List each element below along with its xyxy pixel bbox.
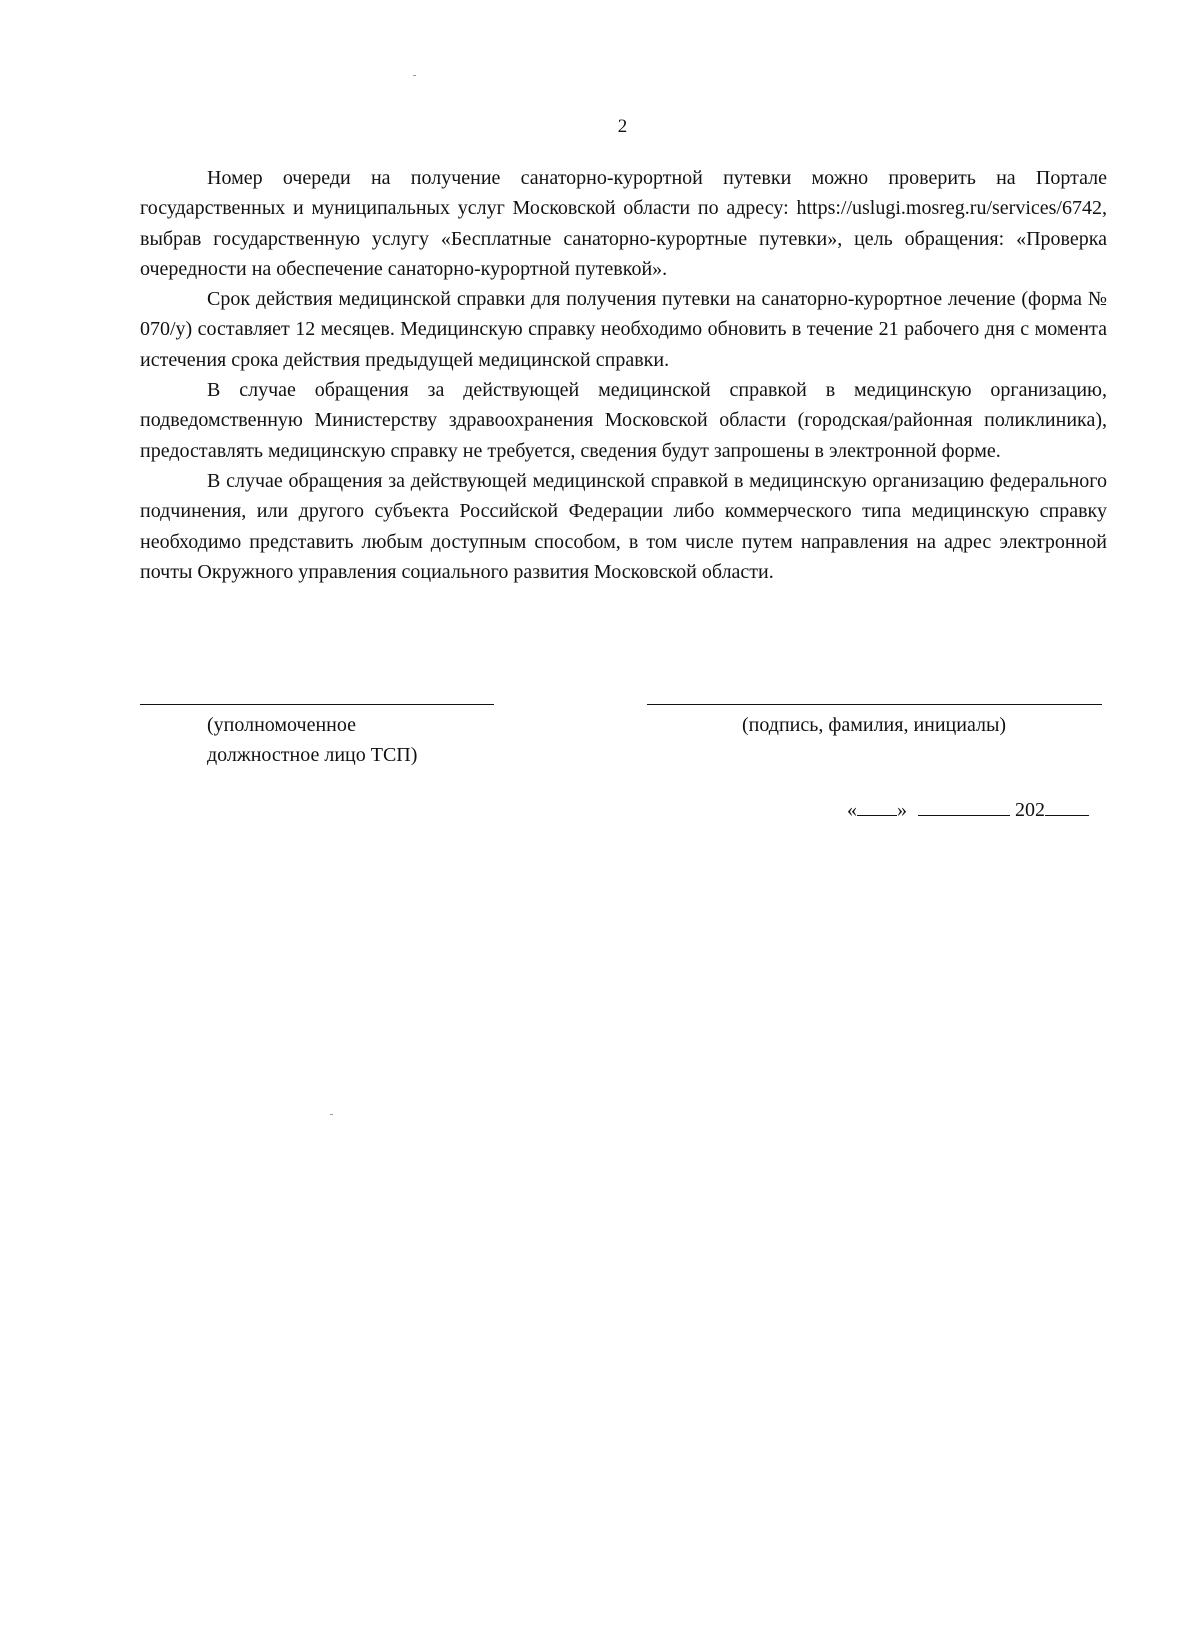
page-number: 2 bbox=[617, 116, 628, 137]
document-body bbox=[140, 163, 1107, 587]
official-signature-line bbox=[140, 704, 494, 705]
date-year-blank bbox=[1045, 795, 1089, 816]
official-caption-line-1: (уполномоченное bbox=[207, 714, 357, 736]
signature-name-line bbox=[647, 704, 1102, 705]
date-day-blank bbox=[857, 795, 897, 816]
scan-speck bbox=[413, 75, 416, 76]
date-month-blank bbox=[918, 795, 1010, 816]
paragraph-queue-check: Номер очереди на получение санаторно-курортной путевки можно проверить на Портале государственных и муниципальных услуг Московской области по адресу: https://uslugi.mosreg.ru/services/6742, выбрав государственную услугу «Бесплатные санаторно-курортные путевки», цель обращения: «Проверка очередности на обеспечение санаторно-курортной путевкой». bbox=[140, 167, 1107, 280]
date-year-prefix: 202 bbox=[1015, 799, 1045, 821]
paragraph-certificate-validity: Срок действия медицинской справки для получения путевки на санаторно-курортное лечение (форма № 070/у) составляет 12 месяцев. Медицинскую справку необходимо обновить в течение 21 рабочего дня с момента истечения срока действия предыдущей медицинской справки. bbox=[140, 288, 1107, 371]
official-caption bbox=[207, 710, 507, 770]
official-caption-line-2: должностное лицо ТСП) bbox=[207, 744, 418, 766]
date-close-quote: » bbox=[897, 799, 907, 821]
paragraph-federal-clinic: В случае обращения за действующей медицинской справкой в медицинскую организацию федерального подчинения, или другого субъекта Российской Федерации либо коммерческого типа медицинскую справку необходимо представить любым доступным способом, в том числе путем направления на адрес электронной почты Окружного управления социального развития Московской области. bbox=[140, 469, 1107, 583]
signature-caption: (подпись, фамилия, инициалы) bbox=[742, 714, 1007, 736]
date-open-quote: « bbox=[847, 799, 857, 821]
date-field bbox=[847, 795, 1089, 825]
scan-speck bbox=[330, 1114, 333, 1115]
paragraph-regional-clinic: В случае обращения за действующей медицинской справкой в медицинскую организацию, подведомственную Министерству здравоохранения Московской области (городская/районная поликлиника), предоставлять медицинскую справку не требуется, сведения будут запрошены в электронной форме. bbox=[140, 379, 1107, 462]
